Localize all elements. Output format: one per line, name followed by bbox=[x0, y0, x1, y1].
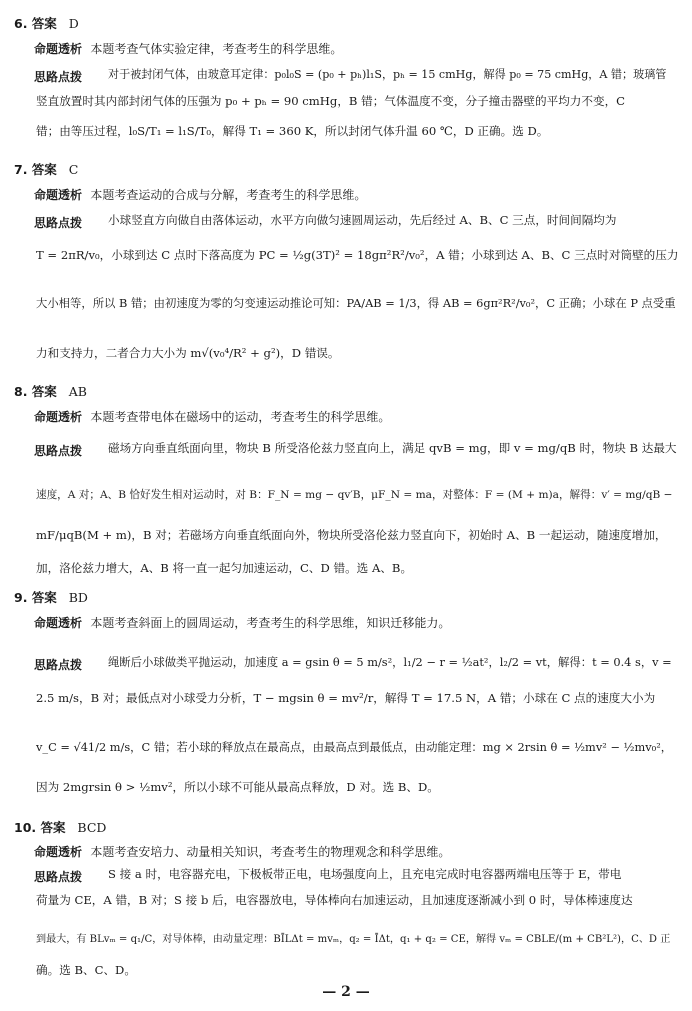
q6-hint-label: 思路点拨 bbox=[34, 70, 83, 84]
q7-hint-line-4: 力和支持力，二者合力大小为 m√(v₀⁴/R² + g²)，D 错误。 bbox=[36, 346, 340, 360]
q7-hint-line-3: 大小相等，所以 B 错；由初速度为零的匀变速运动推论可知：PA/AB = 1/3，得 AB = 6gπ²R²/v₀²，C 正确；小球在 P 点受重 bbox=[36, 296, 676, 310]
q6-hint-line-2: 竖直放置时其内部封闭气体的压强为 p₀ + pₕ = 90 cmHg，B 错；气体温度不变，分子撞击器壁的平均力不变，C bbox=[36, 94, 626, 108]
question-9-answer: 9. 答案 BD bbox=[14, 590, 88, 605]
q7-hint-label: 思路点拨 bbox=[34, 216, 83, 230]
q9-hint-line-2: 2.5 m/s，B 对；最低点对小球受力分析，T − mgsin θ = mv²/r，解得 T = 17.5 N，A 错；小球在 C 点的速度大小为 bbox=[36, 691, 656, 705]
q7-hint-line-2: T = 2πR/v₀，小球到达 C 点时下落高度为 PC = ½g(3T)² = 18gπ²R²/v₀²，A 错；小球到达 A、B、C 三点时对筒壁的压力 bbox=[36, 248, 679, 262]
q8-hint-line-3: mF/μqB(M + m)，B 对；若磁场方向垂直纸面向外，物块所受洛伦兹力竖直向下，初始时 A、B 一起运动，随速度增加， bbox=[36, 528, 667, 542]
q8-hint-line-4: 加，洛伦兹力增大，A、B 将一直一起匀加速运动，C、D 错。选 A、B。 bbox=[36, 561, 413, 575]
question-6-answer: 6. 答案 D bbox=[14, 16, 79, 31]
q9-hint-line-1: 绳断后小球做类平抛运动，加速度 a = gsin θ = 5 m/s²，l₁/2 − r = ½at²，l₂/2 = vt，解得：t = 0.4 s，v = bbox=[108, 655, 672, 669]
question-8-answer: 8. 答案 AB bbox=[14, 384, 87, 399]
q6-hint-line-3: 错；由等压过程，l₀S/T₁ = l₁S/T₀，解得 T₁ = 360 K，所以封闭气体升温 60 ℃，D 正确。选 D。 bbox=[36, 124, 549, 138]
q9-hint-line-4: 因为 2mgrsin θ > ½mv²，所以小球不可能从最高点释放，D 对。选 B、D。 bbox=[36, 780, 439, 794]
q10-hint-line-1: S 接 a 时，电容器充电，下极板带正电，电场强度向上，且充电完成时电容器两端电压等于 E，带电 bbox=[108, 867, 622, 881]
q7-purpose-label: 命题透析 本题考查运动的合成与分解，考查考生的科学思维。 bbox=[34, 188, 367, 202]
q10-purpose-label: 命题透析 本题考查安培力、动量相关知识，考查考生的物理观念和科学思维。 bbox=[34, 845, 451, 859]
q10-hint-line-4: 确。选 B、C、D。 bbox=[36, 963, 136, 977]
q8-hint-label: 思路点拨 bbox=[34, 444, 83, 458]
q9-hint-line-3: v_C = √41/2 m/s，C 错；若小球的释放点在最高点，由最高点到最低点，由动能定理：mg × 2rsin θ = ½mv² − ½mv₀²， bbox=[36, 740, 673, 754]
q9-purpose-label: 命题透析 本题考查斜面上的圆周运动，考查考生的科学思维，知识迁移能力。 bbox=[34, 616, 451, 630]
page-number: — 2 — bbox=[322, 984, 370, 1000]
q9-hint-label: 思路点拨 bbox=[34, 658, 83, 672]
q6-hint-line-1: 对于被封闭气体，由玻意耳定律：p₀l₀S = (p₀ + pₕ)l₁S，pₕ = 15 cmHg，解得 p₀ = 75 cmHg，A 错；玻璃管 bbox=[108, 68, 667, 81]
q8-hint-line-2: 速度，A 对；A、B 恰好发生相对运动时，对 B：F_N = mg − qv′B，μF_N = ma，对整体：F = (M + m)a，解得：v′ = mg/qB − bbox=[36, 489, 673, 501]
question-7-answer: 7. 答案 C bbox=[14, 162, 79, 177]
q10-hint-line-3: 到最大，有 BLvₘ = q₁/C，对导体棒，由动量定理：BĪLΔt = mvₘ，q₂ = ĪΔt，q₁ + q₂ = CE，解得 vₘ = CBLE/(m + CB²L²)，C、D 正 bbox=[36, 934, 671, 945]
question-10-answer: 10. 答案 BCD bbox=[14, 820, 107, 835]
q8-hint-line-1: 磁场方向垂直纸面向里，物块 B 所受洛伦兹力竖直向上，满足 qvB = mg，即 v = mg/qB 时，物块 B 达最大 bbox=[108, 441, 677, 455]
q10-hint-label: 思路点拨 bbox=[34, 870, 83, 884]
q10-hint-line-2: 荷量为 CE，A 错，B 对；S 接 b 后，电容器放电，导体棒向右加速运动，且加速度逐渐减小到 0 时，导体棒速度达 bbox=[36, 893, 633, 907]
q7-hint-line-1: 小球竖直方向做自由落体运动，水平方向做匀速圆周运动，先后经过 A、B、C 三点，时间间隔均为 bbox=[108, 213, 617, 227]
q6-purpose-label: 命题透析 本题考查气体实验定律，考查考生的科学思维。 bbox=[34, 42, 343, 56]
q8-purpose-label: 命题透析 本题考查带电体在磁场中的运动，考查考生的科学思维。 bbox=[34, 410, 391, 424]
